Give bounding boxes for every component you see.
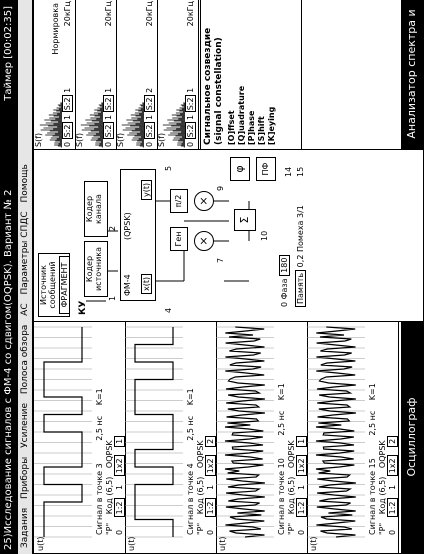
scale-mul-button[interactable]: 1x2 — [296, 455, 307, 476]
spec-div-button[interactable]: S:2 — [63, 124, 72, 138]
trace-mode: OQPSK — [105, 440, 114, 469]
spectrum-analyzer-button[interactable]: Анализатор спектра и ИЧХ — [401, 0, 423, 149]
spec-one: 1 — [145, 114, 154, 120]
legend-shift: [S]hift — [257, 116, 266, 145]
scale-value[interactable]: 1 — [296, 436, 307, 447]
phase-value[interactable]: 180 — [279, 255, 290, 276]
oscillograph-trace — [307, 321, 399, 553]
node-5: 5 — [164, 165, 173, 171]
trace-info — [95, 321, 125, 553]
trace-label: u(t) — [127, 536, 136, 551]
trace-info — [186, 321, 216, 553]
spectrum-row — [75, 0, 117, 149]
trace-signal-point: Сигнал в точке 4 — [186, 463, 195, 535]
oscillograph-trace — [216, 321, 308, 553]
scale-one: 1 — [388, 484, 397, 490]
sum-block: Σ — [234, 209, 256, 231]
fm4-modulator-block — [120, 169, 156, 301]
trace-info — [368, 321, 398, 553]
menu-item-help[interactable]: Помощь — [20, 164, 30, 203]
node-14: 14 — [284, 166, 293, 177]
spectrum-row — [157, 0, 199, 149]
scale-zero: 0 — [115, 529, 124, 535]
phase-shift-block: π/2 — [170, 189, 188, 213]
fragment-label[interactable]: ФРАГМЕНТ — [59, 256, 70, 314]
scale-zero: 0 — [206, 529, 215, 535]
trace-time-scale[interactable]: 2,5 нс — [186, 415, 195, 441]
spectrum-row — [116, 0, 158, 149]
xt-label: x(t) — [141, 274, 152, 294]
mixer-y-block: × — [194, 191, 214, 211]
trace-mode: OQPSK — [196, 440, 205, 469]
constellation-title: Сигнальное созвездие — [203, 27, 213, 145]
title-bar — [0, 0, 18, 554]
trace-p: "P" — [378, 522, 387, 535]
ku-label: КУ — [78, 300, 88, 315]
noise-value[interactable]: 0,2 Помеха 3/1 — [296, 205, 305, 268]
constellation-subtitle: (signal constellation) — [214, 37, 224, 145]
spectrum-controls — [186, 1, 195, 147]
qpsk-label: (QPSK) — [123, 212, 132, 240]
spectrum-controls — [145, 1, 154, 147]
trace-code: Код (6,5) — [105, 476, 114, 515]
window-title: 25)Исследование сигналов с ФМ-4 со сдвигом(OQPSK). Вариант № 2 — [3, 189, 14, 550]
spec-zero: 0 — [104, 141, 113, 147]
spectrum-plot — [116, 1, 144, 147]
spec-fmax: 20кГц — [104, 1, 113, 27]
trace-waveform — [125, 325, 183, 537]
message-source-label: Источник сообщений — [39, 261, 57, 309]
phi-button[interactable]: φ — [230, 157, 250, 181]
spec-zero: 0 — [145, 141, 154, 147]
scale-div-button[interactable]: 1:2 — [296, 498, 307, 517]
legend-phase: [P]hase — [247, 110, 256, 145]
spec-zero: 0 — [63, 141, 72, 147]
yt-label: y(t) — [141, 180, 152, 200]
scale-mul-button[interactable]: 1x2 — [205, 455, 216, 476]
scale-div-button[interactable]: 1:2 — [205, 498, 216, 517]
trace-info — [277, 321, 307, 553]
mixer-x-block: × — [194, 231, 214, 251]
trace-waveform — [34, 325, 92, 537]
trace-gain[interactable]: K=1 — [95, 388, 104, 406]
spec-gain[interactable]: 2 — [145, 87, 154, 93]
trace-label: u(t) — [218, 536, 227, 551]
scale-value[interactable]: 2 — [205, 436, 216, 447]
menu-item-params[interactable]: Параметры СПДС — [20, 211, 30, 295]
trace-p: "P" — [105, 522, 114, 535]
channel-coder-block: Кодер канала — [84, 181, 108, 237]
menu-item-devices[interactable]: Приборы — [20, 456, 30, 499]
trace-waveform — [307, 325, 365, 537]
phase-control[interactable] — [280, 255, 289, 307]
node-2: 2 — [108, 225, 117, 231]
scale-zero: 0 — [388, 529, 397, 535]
source-coder-block: Кодер источника — [84, 241, 108, 297]
spec-div-button[interactable]: S:2 — [145, 124, 154, 138]
spec-div-button[interactable]: S:2 — [104, 124, 113, 138]
scale-one: 1 — [206, 484, 215, 490]
node-1: 1 — [108, 295, 117, 301]
spec-gain[interactable]: 1 — [186, 87, 195, 93]
menu-item-tasks[interactable]: Задания — [20, 507, 30, 548]
generator-block: Ген — [170, 227, 188, 251]
spec-mul-button[interactable]: S:2 — [63, 97, 72, 111]
spec-one: 1 — [186, 114, 195, 120]
menu-item-bandwidth[interactable]: Полоса обзора — [20, 324, 30, 395]
trace-signal-point: Сигнал в точке 10 — [277, 458, 286, 535]
phase-label: Фаза — [280, 278, 289, 300]
scale-mul-button[interactable]: 1x2 — [114, 455, 125, 476]
menu-item-gain[interactable]: Усиление — [20, 403, 30, 448]
trace-gain[interactable]: K=1 — [186, 388, 195, 406]
spec-one: 1 — [104, 114, 113, 120]
node-7: 7 — [216, 257, 225, 263]
scale-one: 1 — [115, 484, 124, 490]
spec-one: 1 — [63, 114, 72, 120]
constellation-panel — [200, 0, 302, 150]
spec-mul-button[interactable]: S:2 — [104, 97, 113, 111]
scale-value[interactable]: 2 — [387, 436, 398, 447]
spec-mul-button[interactable]: S:2 — [186, 97, 195, 111]
spectrum-label: S(f) — [75, 132, 84, 147]
trace-code: Код (6,5) — [378, 476, 387, 515]
node-4: 4 — [164, 307, 173, 313]
spec-zero: 0 — [186, 141, 195, 147]
spectrum-plot — [75, 1, 103, 147]
spectrum-label: S(f) — [116, 132, 125, 147]
scale-zero: 0 — [297, 529, 306, 535]
trace-time-scale[interactable]: 2,5 нс — [277, 410, 286, 436]
spectrum-plot — [157, 1, 185, 147]
legend-quadrature: [Q]uadrature — [237, 85, 246, 145]
message-source-block — [38, 253, 70, 317]
trace-time-scale[interactable]: 2,5 нс — [95, 415, 104, 441]
trace-mode: OQPSK — [287, 440, 296, 469]
trace-time-scale[interactable]: 2,5 нс — [368, 410, 377, 436]
spectrum-row — [34, 0, 76, 149]
oscillograph-panel — [33, 320, 424, 554]
normalize-toggle[interactable]: Нормировка — [51, 3, 60, 55]
scheme-panel — [33, 148, 424, 322]
spec-fmax: 20кГц — [63, 1, 72, 27]
spectrum-controls — [104, 1, 113, 147]
trace-signal-point: Сигнал в точке 15 — [368, 458, 377, 535]
spec-gain[interactable]: 1 — [104, 87, 113, 93]
scale-value[interactable]: 1 — [114, 436, 125, 447]
node-10: 10 — [260, 230, 269, 241]
trace-waveform — [216, 325, 274, 537]
node-15: 15 — [296, 166, 305, 177]
spec-gain[interactable]: 1 — [63, 87, 72, 93]
timer: Таймер [00:02:35] — [3, 6, 14, 101]
constellation-legend — [227, 86, 277, 145]
spec-mul-button[interactable]: S:2 — [145, 97, 154, 111]
oscillograph-button[interactable]: Осциллограф — [401, 321, 423, 553]
trace-mode: OQPSK — [378, 440, 387, 469]
trace-label: u(t) — [36, 536, 45, 551]
scale-div-button[interactable]: 1:2 — [387, 498, 398, 517]
noise-memory-checkbox[interactable]: Память — [295, 270, 306, 307]
oscillograph-trace — [125, 321, 217, 553]
scale-div-button[interactable]: 1:2 — [114, 498, 125, 517]
scale-mul-button[interactable]: 1x2 — [387, 455, 398, 476]
trace-gain[interactable]: K=1 — [277, 383, 286, 401]
trace-code: Код (6,5) — [196, 476, 205, 515]
trace-gain[interactable]: K=1 — [368, 383, 377, 401]
menu-item-as[interactable]: АС — [20, 303, 30, 316]
trace-signal-point: Сигнал в точке 3 — [95, 463, 104, 535]
spec-fmax: 20кГц — [186, 1, 195, 27]
scale-one: 1 — [297, 484, 306, 490]
pf-button[interactable]: ПФ — [256, 157, 276, 181]
spec-fmax: 20кГц — [145, 1, 154, 27]
trace-p: "P" — [196, 522, 205, 535]
spectrum-label: S(f) — [34, 132, 43, 147]
phase-zero: 0 — [280, 301, 289, 307]
spectrum-label: S(f) — [157, 132, 166, 147]
noise-control[interactable] — [296, 205, 305, 307]
menu-bar — [18, 0, 33, 554]
node-9: 9 — [216, 185, 225, 191]
legend-offset: [O]ffset — [227, 110, 236, 145]
trace-code: Код (6,5) — [287, 476, 296, 515]
spectrum-controls — [51, 1, 72, 147]
trace-label: u(t) — [309, 536, 318, 551]
trace-p: "P" — [287, 522, 296, 535]
fm4-label: ФМ-4 — [123, 274, 132, 296]
spec-div-button[interactable]: S:2 — [186, 124, 195, 138]
oscillograph-trace — [34, 321, 126, 553]
legend-keying: [K]eying — [267, 106, 276, 145]
